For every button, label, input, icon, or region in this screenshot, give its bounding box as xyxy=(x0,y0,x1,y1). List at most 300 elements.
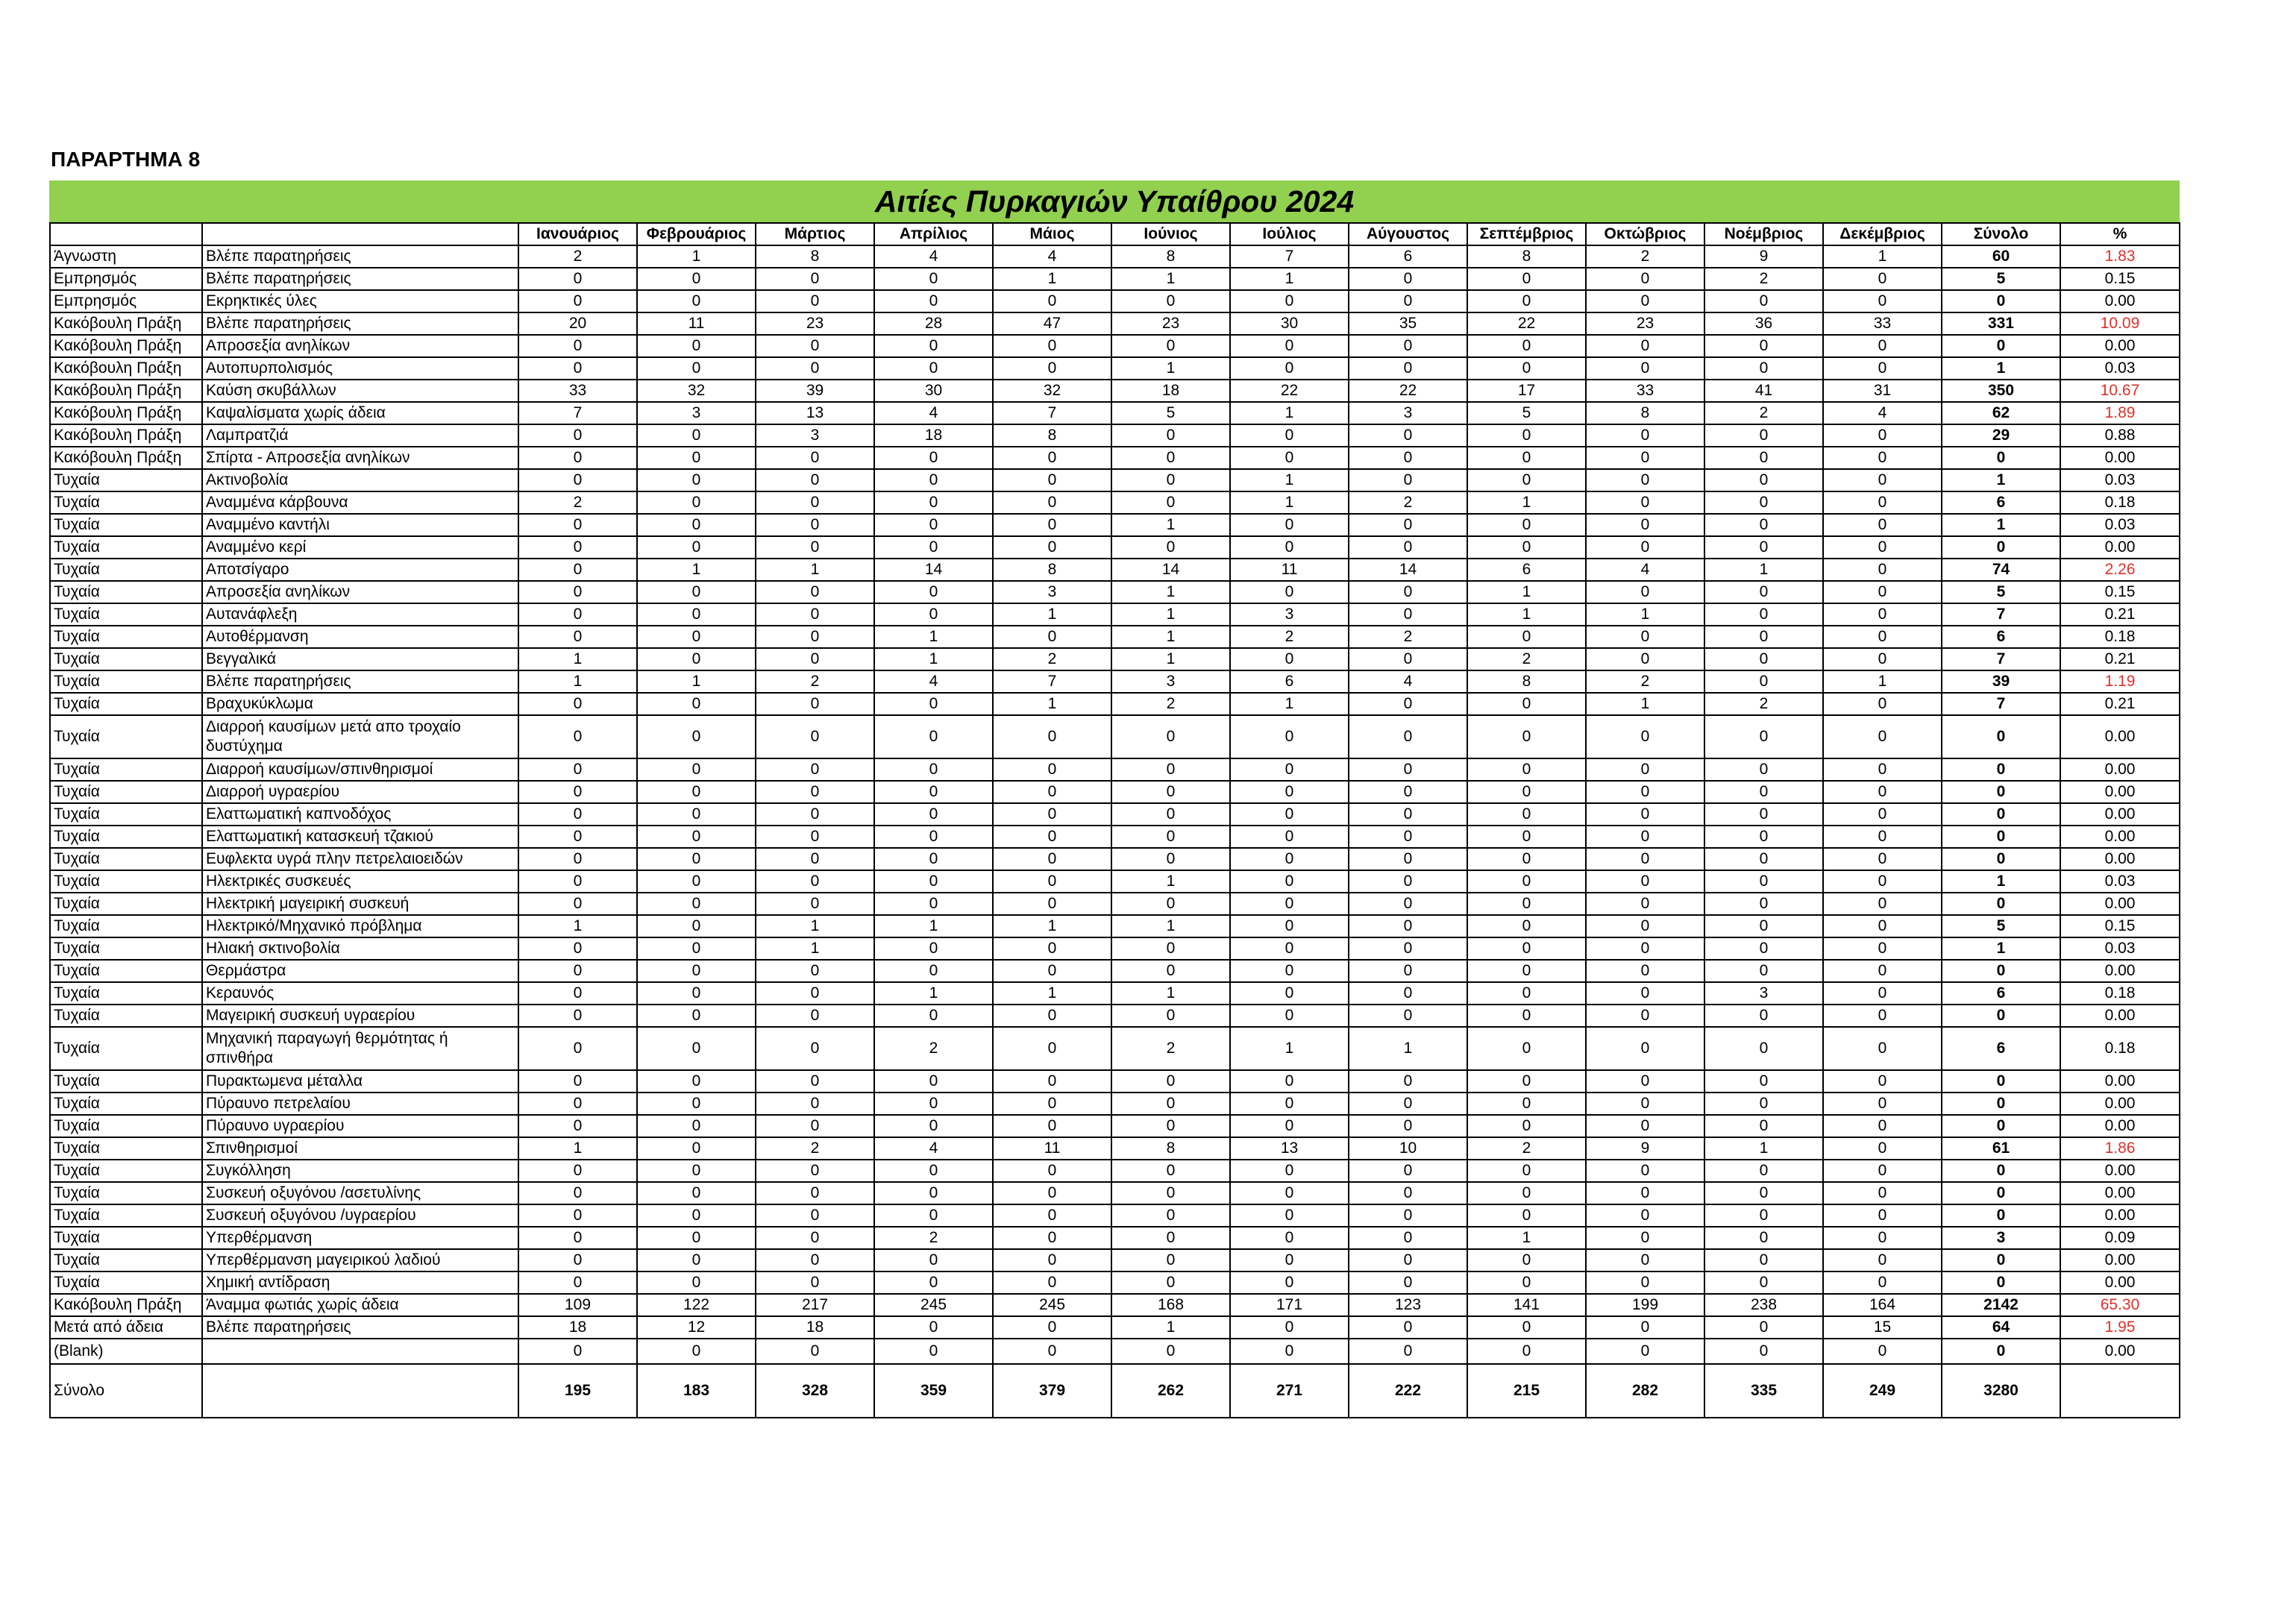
month-value-cell: 0 xyxy=(1704,648,1823,670)
table-row xyxy=(50,536,2180,559)
month-value-cell: 0 xyxy=(637,424,756,447)
month-value-cell: 2 xyxy=(756,1137,874,1160)
month-value-cell: 0 xyxy=(1704,1271,1823,1294)
month-value-cell: 0 xyxy=(637,758,756,781)
month-value-cell: 0 xyxy=(1823,581,1942,603)
cause-cell: Υπερθέρμανση xyxy=(202,1227,518,1249)
month-value-cell: 0 xyxy=(1111,715,1230,758)
month-value-cell: 0 xyxy=(756,1027,874,1070)
month-value-cell: 31 xyxy=(1823,380,1942,402)
month-value-cell: 0 xyxy=(756,536,874,559)
table-row xyxy=(50,1137,2180,1160)
month-value-cell: 0 xyxy=(1230,290,1349,312)
month-value-cell: 0 xyxy=(1111,960,1230,982)
cause-cell: Βεγγαλικά xyxy=(202,648,518,670)
month-value-cell: 0 xyxy=(518,758,637,781)
cause-cell: Μαγειρική συσκευή υγραερίου xyxy=(202,1005,518,1027)
month-value-cell: 0 xyxy=(1230,536,1349,559)
percent-cell: 0.00 xyxy=(2060,1160,2180,1182)
table-row xyxy=(50,915,2180,937)
month-value-cell: 0 xyxy=(1586,1115,1704,1137)
row-total-cell: 39 xyxy=(1942,670,2060,693)
category-cell: Κακόβουλη Πράξη xyxy=(50,312,202,335)
row-total-cell: 0 xyxy=(1942,1249,2060,1271)
month-value-cell: 1 xyxy=(1467,603,1586,626)
month-value-cell: 0 xyxy=(756,758,874,781)
month-value-cell: 2 xyxy=(1586,245,1704,268)
month-value-cell: 0 xyxy=(1467,758,1586,781)
month-value-cell: 0 xyxy=(874,1093,993,1115)
cause-cell: Ηλεκτρικό/Μηχανικό πρόβλημα xyxy=(202,915,518,937)
percent-cell: 0.21 xyxy=(2060,693,2180,715)
month-value-cell: 1 xyxy=(756,915,874,937)
month-value-cell: 0 xyxy=(518,1182,637,1204)
table-row xyxy=(50,424,2180,447)
month-value-cell: 1 xyxy=(1823,670,1942,693)
month-value-cell: 10 xyxy=(1349,1137,1467,1160)
month-value-cell: 0 xyxy=(1349,469,1467,491)
month-value-cell: 0 xyxy=(1586,1160,1704,1182)
category-cell: Άγνωστη xyxy=(50,245,202,268)
percent-cell: 1.95 xyxy=(2060,1316,2180,1339)
month-value-cell: 1 xyxy=(993,693,1111,715)
table-row xyxy=(50,1204,2180,1227)
row-total-cell: 1 xyxy=(1942,514,2060,536)
month-value-cell: 0 xyxy=(1823,626,1942,648)
month-value-cell: 0 xyxy=(1704,670,1823,693)
month-value-cell: 0 xyxy=(637,803,756,826)
month-value-cell: 0 xyxy=(518,1115,637,1137)
month-value-cell: 0 xyxy=(874,447,993,469)
month-value-cell: 0 xyxy=(1823,603,1942,626)
month-value-cell: 0 xyxy=(637,1249,756,1271)
month-value-cell: 141 xyxy=(1467,1294,1586,1316)
month-value-cell: 0 xyxy=(1467,937,1586,960)
month-value-cell: 1 xyxy=(1467,491,1586,514)
row-total-cell: 2142 xyxy=(1942,1294,2060,1316)
month-value-cell: 0 xyxy=(1111,1182,1230,1204)
month-value-cell: 0 xyxy=(1349,1249,1467,1271)
month-value-cell: 0 xyxy=(1704,514,1823,536)
month-value-cell: 2 xyxy=(1704,268,1823,290)
percent-cell: 0.00 xyxy=(2060,335,2180,357)
month-value-cell: 0 xyxy=(1823,1070,1942,1093)
month-value-cell: 0 xyxy=(874,290,993,312)
month-value-cell: 0 xyxy=(874,1339,993,1364)
month-value-cell: 0 xyxy=(1704,758,1823,781)
month-value-cell: 2 xyxy=(1349,491,1467,514)
month-value-cell: 0 xyxy=(518,335,637,357)
month-value-cell: 0 xyxy=(1586,758,1704,781)
month-value-cell: 0 xyxy=(1823,870,1942,893)
month-value-cell: 2 xyxy=(1704,402,1823,424)
month-value-cell: 0 xyxy=(1704,937,1823,960)
cause-cell: Μηχανική παραγωγή θερμότητας ή σπινθήρα xyxy=(202,1027,518,1070)
month-value-cell: 0 xyxy=(637,603,756,626)
month-value-cell: 0 xyxy=(1586,648,1704,670)
month-value-cell: 0 xyxy=(1704,1093,1823,1115)
percent-cell: 0.00 xyxy=(2060,758,2180,781)
cause-cell: Αυτοθέρμανση xyxy=(202,626,518,648)
month-value-cell: 0 xyxy=(1467,1093,1586,1115)
month-value-cell: 0 xyxy=(756,626,874,648)
table-row xyxy=(50,648,2180,670)
month-value-cell: 2 xyxy=(518,245,637,268)
month-value-cell: 1 xyxy=(1467,1227,1586,1249)
header-cell: Σεπτέμβριος xyxy=(1467,223,1586,245)
table-row xyxy=(50,1316,2180,1339)
month-value-cell: 1 xyxy=(1230,402,1349,424)
category-cell: Τυχαία xyxy=(50,670,202,693)
month-value-cell: 0 xyxy=(756,960,874,982)
month-value-cell: 1 xyxy=(1230,693,1349,715)
percent-cell: 0.21 xyxy=(2060,603,2180,626)
cause-cell: Βλέπε παρατηρήσεις xyxy=(202,268,518,290)
month-value-cell: 0 xyxy=(1823,758,1942,781)
month-value-cell: 0 xyxy=(637,447,756,469)
month-value-cell: 0 xyxy=(1349,1204,1467,1227)
month-value-cell: 0 xyxy=(518,1070,637,1093)
month-value-cell: 0 xyxy=(756,848,874,870)
month-value-cell: 4 xyxy=(874,245,993,268)
table-row xyxy=(50,1271,2180,1294)
row-total-cell: 5 xyxy=(1942,268,2060,290)
percent-cell: 0.03 xyxy=(2060,937,2180,960)
cause-cell: Πύραυνο πετρελαίου xyxy=(202,1093,518,1115)
month-value-cell: 0 xyxy=(1467,1339,1586,1364)
row-total-cell: 62 xyxy=(1942,402,2060,424)
month-value-cell: 0 xyxy=(756,603,874,626)
month-value-cell: 122 xyxy=(637,1294,756,1316)
month-value-cell: 0 xyxy=(1704,1070,1823,1093)
cause-cell: Βραχυκύκλωμα xyxy=(202,693,518,715)
category-cell: Τυχαία xyxy=(50,469,202,491)
month-value-cell: 0 xyxy=(1111,1070,1230,1093)
month-value-cell: 4 xyxy=(1586,559,1704,581)
category-cell: Τυχαία xyxy=(50,603,202,626)
month-value-cell: 9 xyxy=(1704,245,1823,268)
month-value-cell: 0 xyxy=(518,268,637,290)
month-value-cell: 245 xyxy=(874,1294,993,1316)
table-row xyxy=(50,335,2180,357)
month-value-cell: 0 xyxy=(1111,424,1230,447)
category-cell: Τυχαία xyxy=(50,1227,202,1249)
month-value-cell: 0 xyxy=(756,648,874,670)
month-value-cell: 0 xyxy=(637,982,756,1005)
month-value-cell: 0 xyxy=(1230,803,1349,826)
month-value-cell: 0 xyxy=(1349,1316,1467,1339)
month-value-cell: 0 xyxy=(637,1271,756,1294)
month-value-cell: 0 xyxy=(1349,758,1467,781)
header-cell: Οκτώβριος xyxy=(1586,223,1704,245)
month-value-cell: 0 xyxy=(874,781,993,803)
row-total-cell: 7 xyxy=(1942,603,2060,626)
cause-cell: Ελαττωματική κατασκευή τζακιού xyxy=(202,826,518,848)
month-value-cell: 0 xyxy=(1586,1227,1704,1249)
month-value-cell: 0 xyxy=(1704,915,1823,937)
month-total-cell: 249 xyxy=(1823,1364,1942,1418)
row-total-cell: 0 xyxy=(1942,960,2060,982)
month-value-cell: 0 xyxy=(1467,1249,1586,1271)
month-value-cell: 0 xyxy=(518,848,637,870)
month-value-cell: 0 xyxy=(1230,1249,1349,1271)
month-value-cell: 1 xyxy=(1111,870,1230,893)
month-value-cell: 7 xyxy=(993,402,1111,424)
table-row xyxy=(50,1093,2180,1115)
month-value-cell: 0 xyxy=(1467,693,1586,715)
header-cell xyxy=(202,223,518,245)
category-cell: Κακόβουλη Πράξη xyxy=(50,335,202,357)
row-total-cell: 74 xyxy=(1942,559,2060,581)
cause-cell: Συγκόλληση xyxy=(202,1160,518,1182)
month-value-cell: 0 xyxy=(874,581,993,603)
category-cell: Εμπρησμός xyxy=(50,268,202,290)
month-value-cell: 0 xyxy=(874,514,993,536)
month-value-cell: 8 xyxy=(1111,245,1230,268)
row-total-cell: 0 xyxy=(1942,536,2060,559)
month-value-cell: 0 xyxy=(993,1160,1111,1182)
percent-cell: 0.03 xyxy=(2060,514,2180,536)
cause-cell: Απροσεξία ανηλίκων xyxy=(202,335,518,357)
header-cell: Ιούλιος xyxy=(1230,223,1349,245)
month-value-cell: 0 xyxy=(1111,1093,1230,1115)
cause-cell: Καψαλίσματα χωρίς άδεια xyxy=(202,402,518,424)
header-cell: Νοέμβριος xyxy=(1704,223,1823,245)
month-value-cell: 0 xyxy=(1230,870,1349,893)
month-value-cell: 0 xyxy=(518,1204,637,1227)
month-value-cell: 3 xyxy=(993,581,1111,603)
cause-cell: Αναμμένα κάρβουνα xyxy=(202,491,518,514)
month-value-cell: 0 xyxy=(1823,1182,1942,1204)
empty-cell xyxy=(202,1364,518,1418)
month-value-cell: 0 xyxy=(1349,715,1467,758)
month-value-cell: 18 xyxy=(756,1316,874,1339)
month-value-cell: 0 xyxy=(1823,491,1942,514)
month-value-cell: 1 xyxy=(518,1137,637,1160)
header-cell: Ιανουάριος xyxy=(518,223,637,245)
month-value-cell: 0 xyxy=(993,937,1111,960)
month-value-cell: 0 xyxy=(518,357,637,380)
month-value-cell: 0 xyxy=(993,536,1111,559)
percent-cell: 0.00 xyxy=(2060,1182,2180,1204)
cause-cell: Ηλεκτρική μαγειρική συσκευή xyxy=(202,893,518,915)
header-cell: Φεβρουάριος xyxy=(637,223,756,245)
table-body xyxy=(50,245,2180,1418)
month-value-cell: 0 xyxy=(1823,1227,1942,1249)
month-value-cell: 0 xyxy=(1467,848,1586,870)
cause-cell: Αυτοπυρπολισμός xyxy=(202,357,518,380)
month-total-cell: 195 xyxy=(518,1364,637,1418)
category-cell: Εμπρησμός xyxy=(50,290,202,312)
month-value-cell: 0 xyxy=(756,781,874,803)
month-value-cell: 0 xyxy=(1230,1204,1349,1227)
month-value-cell: 245 xyxy=(993,1294,1111,1316)
month-value-cell: 0 xyxy=(756,803,874,826)
month-value-cell: 0 xyxy=(874,1070,993,1093)
month-value-cell: 0 xyxy=(1349,290,1467,312)
month-value-cell: 0 xyxy=(993,826,1111,848)
table-row xyxy=(50,380,2180,402)
category-cell: Τυχαία xyxy=(50,715,202,758)
month-value-cell: 0 xyxy=(874,469,993,491)
table-row xyxy=(50,357,2180,380)
percent-cell: 0.15 xyxy=(2060,581,2180,603)
table-row xyxy=(50,469,2180,491)
header-cell xyxy=(50,223,202,245)
month-value-cell: 0 xyxy=(518,893,637,915)
percent-cell: 0.18 xyxy=(2060,1027,2180,1070)
month-value-cell: 0 xyxy=(756,491,874,514)
month-value-cell: 0 xyxy=(1704,581,1823,603)
month-value-cell: 0 xyxy=(1349,982,1467,1005)
month-value-cell: 0 xyxy=(874,1316,993,1339)
month-value-cell: 1 xyxy=(1823,245,1942,268)
month-value-cell: 4 xyxy=(874,402,993,424)
month-value-cell: 20 xyxy=(518,312,637,335)
month-value-cell: 0 xyxy=(518,937,637,960)
month-value-cell: 11 xyxy=(637,312,756,335)
month-value-cell: 0 xyxy=(518,781,637,803)
month-value-cell: 0 xyxy=(1704,424,1823,447)
table-row xyxy=(50,937,2180,960)
category-cell: Τυχαία xyxy=(50,648,202,670)
month-total-cell: 328 xyxy=(756,1364,874,1418)
month-total-cell: 262 xyxy=(1111,1364,1230,1418)
table-row xyxy=(50,1160,2180,1182)
month-value-cell: 0 xyxy=(993,1316,1111,1339)
month-value-cell: 2 xyxy=(1349,626,1467,648)
month-value-cell: 0 xyxy=(1349,915,1467,937)
cause-cell: Ηλεκτρικές συσκευές xyxy=(202,870,518,893)
month-value-cell: 4 xyxy=(993,245,1111,268)
header-cell: Ιούνιος xyxy=(1111,223,1230,245)
month-value-cell: 2 xyxy=(1111,1027,1230,1070)
cause-cell: Ευφλεκτα υγρά πλην πετρελαιοειδών xyxy=(202,848,518,870)
month-value-cell: 0 xyxy=(518,603,637,626)
month-value-cell: 0 xyxy=(1704,826,1823,848)
table-row xyxy=(50,715,2180,758)
month-value-cell: 0 xyxy=(1586,290,1704,312)
row-total-cell: 0 xyxy=(1942,1005,2060,1027)
row-total-cell: 29 xyxy=(1942,424,2060,447)
month-value-cell: 0 xyxy=(1111,1227,1230,1249)
month-value-cell: 0 xyxy=(1823,1137,1942,1160)
category-cell: Τυχαία xyxy=(50,559,202,581)
month-value-cell: 3 xyxy=(1704,982,1823,1005)
month-value-cell: 0 xyxy=(1704,290,1823,312)
month-value-cell: 0 xyxy=(1230,424,1349,447)
month-value-cell: 0 xyxy=(1823,357,1942,380)
month-value-cell: 0 xyxy=(874,268,993,290)
month-value-cell: 0 xyxy=(993,514,1111,536)
month-value-cell: 0 xyxy=(1823,1093,1942,1115)
month-value-cell: 0 xyxy=(1704,1339,1823,1364)
month-value-cell: 0 xyxy=(518,715,637,758)
month-value-cell: 0 xyxy=(1111,335,1230,357)
percent-cell: 1.19 xyxy=(2060,670,2180,693)
table-row xyxy=(50,893,2180,915)
month-value-cell: 0 xyxy=(518,693,637,715)
month-value-cell: 0 xyxy=(993,335,1111,357)
month-value-cell: 1 xyxy=(993,915,1111,937)
month-value-cell: 0 xyxy=(756,1227,874,1249)
month-value-cell: 199 xyxy=(1586,1294,1704,1316)
month-value-cell: 0 xyxy=(874,357,993,380)
month-value-cell: 0 xyxy=(1467,424,1586,447)
month-value-cell: 33 xyxy=(1823,312,1942,335)
month-value-cell: 0 xyxy=(1586,1339,1704,1364)
month-value-cell: 0 xyxy=(1349,536,1467,559)
month-value-cell: 6 xyxy=(1349,245,1467,268)
month-value-cell: 0 xyxy=(993,290,1111,312)
header-cell: % xyxy=(2060,223,2180,245)
row-total-cell: 6 xyxy=(1942,982,2060,1005)
month-value-cell: 1 xyxy=(518,915,637,937)
percent-cell: 0.09 xyxy=(2060,1227,2180,1249)
month-value-cell: 0 xyxy=(1823,268,1942,290)
month-value-cell: 0 xyxy=(1823,1160,1942,1182)
month-value-cell: 0 xyxy=(1467,626,1586,648)
month-value-cell: 0 xyxy=(1823,803,1942,826)
month-value-cell: 4 xyxy=(874,1137,993,1160)
month-value-cell: 0 xyxy=(637,1182,756,1204)
month-value-cell: 0 xyxy=(1111,491,1230,514)
month-value-cell: 0 xyxy=(1586,826,1704,848)
cause-cell: Βλέπε παρατηρήσεις xyxy=(202,670,518,693)
row-total-cell: 0 xyxy=(1942,1115,2060,1137)
month-value-cell: 30 xyxy=(874,380,993,402)
month-value-cell: 0 xyxy=(1349,848,1467,870)
month-value-cell: 0 xyxy=(1704,626,1823,648)
header-row xyxy=(50,223,2180,245)
month-value-cell: 0 xyxy=(1230,357,1349,380)
month-value-cell: 0 xyxy=(756,1182,874,1204)
month-value-cell: 0 xyxy=(993,1005,1111,1027)
percent-cell: 0.18 xyxy=(2060,626,2180,648)
row-total-cell: 6 xyxy=(1942,491,2060,514)
month-value-cell: 0 xyxy=(518,826,637,848)
percent-cell: 0.18 xyxy=(2060,982,2180,1005)
grand-total-cell: 3280 xyxy=(1942,1364,2060,1418)
header-cell: Απρίλιος xyxy=(874,223,993,245)
percent-cell: 0.00 xyxy=(2060,1204,2180,1227)
percent-cell: 0.00 xyxy=(2060,781,2180,803)
category-cell: Τυχαία xyxy=(50,1027,202,1070)
month-value-cell: 8 xyxy=(1467,670,1586,693)
table-row xyxy=(50,870,2180,893)
month-value-cell: 33 xyxy=(518,380,637,402)
month-value-cell: 0 xyxy=(518,290,637,312)
cause-cell: Αυτανάφλεξη xyxy=(202,603,518,626)
category-cell: Τυχαία xyxy=(50,848,202,870)
month-value-cell: 0 xyxy=(1111,937,1230,960)
month-value-cell: 6 xyxy=(1467,559,1586,581)
row-total-cell: 60 xyxy=(1942,245,2060,268)
row-total-cell: 6 xyxy=(1942,626,2060,648)
month-value-cell: 0 xyxy=(1467,1115,1586,1137)
percent-cell: 0.00 xyxy=(2060,1115,2180,1137)
row-total-cell: 0 xyxy=(1942,447,2060,469)
month-value-cell: 0 xyxy=(874,1005,993,1027)
row-total-cell: 5 xyxy=(1942,915,2060,937)
percent-cell: 0.03 xyxy=(2060,870,2180,893)
month-value-cell: 0 xyxy=(1467,982,1586,1005)
month-value-cell: 7 xyxy=(993,670,1111,693)
month-value-cell: 0 xyxy=(1586,1093,1704,1115)
month-value-cell: 0 xyxy=(756,447,874,469)
month-value-cell: 17 xyxy=(1467,380,1586,402)
month-value-cell: 0 xyxy=(1704,536,1823,559)
